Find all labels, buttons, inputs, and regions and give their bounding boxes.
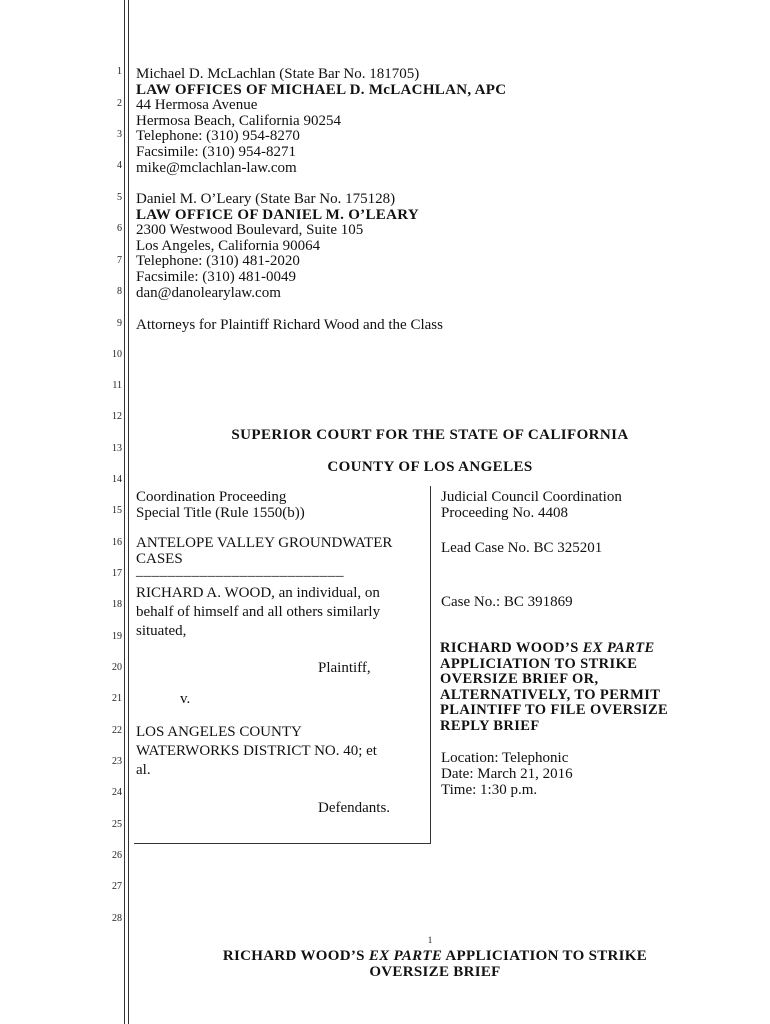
counsel-block-mclachlan <box>136 67 506 176</box>
caption-left <box>136 489 305 521</box>
attorney-name: Daniel M. O’Leary (State Bar No. 175128) <box>136 191 396 207</box>
party-line: RICHARD A. WOOD, an individual, on <box>136 585 380 601</box>
party-line: behalf of himself and all others similarly <box>136 604 381 620</box>
line-number: 4 <box>117 160 122 171</box>
firm-name: LAW OFFICES OF MICHAEL D. McLACHLAN, APC <box>136 81 507 98</box>
hearing-location: Location: Telephonic <box>441 750 569 766</box>
telephone: Telephone: (310) 481-2020 <box>136 253 300 270</box>
case-number: Case No.: BC 391869 <box>441 594 573 610</box>
line-number: 10 <box>112 349 122 360</box>
line-number: 7 <box>117 255 122 266</box>
line-number: 25 <box>112 819 122 830</box>
line-number: 18 <box>112 599 122 610</box>
line-number: 19 <box>112 631 122 642</box>
cases-line: ANTELOPE VALLEY GROUNDWATER <box>136 535 393 551</box>
proceeding-line: Special Title (Rule 1550(b)) <box>136 505 305 521</box>
line-number: 14 <box>112 474 122 485</box>
defendant-line: al. <box>136 762 151 778</box>
defendant-line: LOS ANGELES COUNTY <box>136 724 302 740</box>
caption-party <box>136 584 380 641</box>
title-text: RICHARD WOOD’S <box>440 640 583 656</box>
left-margin-rule-outer <box>124 0 125 1024</box>
line-number: 26 <box>112 850 122 861</box>
attorneys-for: Attorneys for Plaintiff Richard Wood and the Class <box>136 317 443 333</box>
attorney-name: Michael D. McLachlan (State Bar No. 181705) <box>136 66 420 82</box>
line-number: 1 <box>117 66 122 77</box>
footer-title <box>130 948 740 980</box>
defendant-line: WATERWORKS DISTRICT NO. 40; et <box>136 743 377 759</box>
title-text: APPLICIATION TO STRIKE <box>440 655 638 672</box>
proceeding-line: Coordination Proceeding <box>136 489 287 505</box>
address-line: 2300 Westwood Boulevard, Suite 105 <box>136 222 364 239</box>
counsel-block-oleary <box>136 192 419 301</box>
line-number: 2 <box>117 98 122 109</box>
party-line: situated, <box>136 623 187 639</box>
court-name: SUPERIOR COURT FOR THE STATE OF CALIFORNIA <box>231 427 629 443</box>
plaintiff-label: Plaintiff, <box>318 660 371 676</box>
title-text: REPLY BRIEF <box>440 717 540 734</box>
line-number: 9 <box>117 318 122 329</box>
line-number: 27 <box>112 881 122 892</box>
line-number: 5 <box>117 192 122 203</box>
title-text: PLAINTIFF TO FILE OVERSIZE <box>440 702 669 719</box>
title-text: ALTERNATIVELY, TO PERMIT <box>440 686 661 703</box>
cases-line: CASES <box>136 551 183 567</box>
lead-case-number: Lead Case No. BC 325201 <box>441 540 603 556</box>
caption-separator: __________________________ <box>136 563 344 579</box>
hearing-info <box>441 750 573 798</box>
telephone: Telephone: (310) 954-8270 <box>136 128 300 145</box>
jccp-line: Judicial Council Coordination <box>441 489 622 505</box>
footer-ex-parte: EX PARTE <box>368 948 443 964</box>
facsimile: Facsimile: (310) 954-8271 <box>136 143 296 160</box>
line-number: 23 <box>112 756 122 767</box>
email: mike@mclachlan-law.com <box>136 159 297 176</box>
address-line: Los Angeles, California 90064 <box>136 237 321 254</box>
footer-text: RICHARD WOOD’S <box>222 948 369 964</box>
hearing-time: Time: 1:30 p.m. <box>441 782 538 798</box>
footer-text: OVERSIZE BRIEF <box>369 964 501 980</box>
document-title <box>440 641 668 735</box>
defendants-label: Defendants. <box>318 800 391 816</box>
line-number: 16 <box>112 537 122 548</box>
title-text: OVERSIZE BRIEF OR, <box>440 671 599 688</box>
line-number: 20 <box>112 662 122 673</box>
hearing-date: Date: March 21, 2016 <box>441 766 573 782</box>
line-number: 24 <box>112 787 122 798</box>
line-number: 8 <box>117 286 122 297</box>
caption-bottom-rule <box>134 843 431 844</box>
title-ex-parte: EX PARTE <box>582 640 655 656</box>
line-number: 11 <box>112 380 122 391</box>
caption-jccp <box>441 489 622 521</box>
line-number: 3 <box>117 129 122 140</box>
line-number: 15 <box>112 505 122 516</box>
page-number: 1 <box>427 935 433 945</box>
line-number: 28 <box>112 913 122 924</box>
left-margin-rule-inner <box>128 0 129 1024</box>
line-number: 22 <box>112 725 122 736</box>
jccp-line: Proceeding No. 4408 <box>441 505 569 521</box>
line-number: 13 <box>112 443 122 454</box>
firm-name: LAW OFFICE OF DANIEL M. O’LEARY <box>136 206 419 223</box>
line-number: 21 <box>112 693 122 704</box>
line-number: 12 <box>112 411 122 422</box>
facsimile: Facsimile: (310) 481-0049 <box>136 268 296 285</box>
caption-defendant <box>136 723 377 780</box>
email: dan@danolearylaw.com <box>136 284 281 301</box>
address-line: Hermosa Beach, California 90254 <box>136 112 341 129</box>
caption-vertical-divider <box>430 486 431 844</box>
footer-text: APPLICIATION TO STRIKE <box>442 948 648 964</box>
county-name: COUNTY OF LOS ANGELES <box>327 459 533 475</box>
line-number: 6 <box>117 223 122 234</box>
line-number: 17 <box>112 568 122 579</box>
versus-label: v. <box>180 691 191 707</box>
address-line: 44 Hermosa Avenue <box>136 97 258 114</box>
